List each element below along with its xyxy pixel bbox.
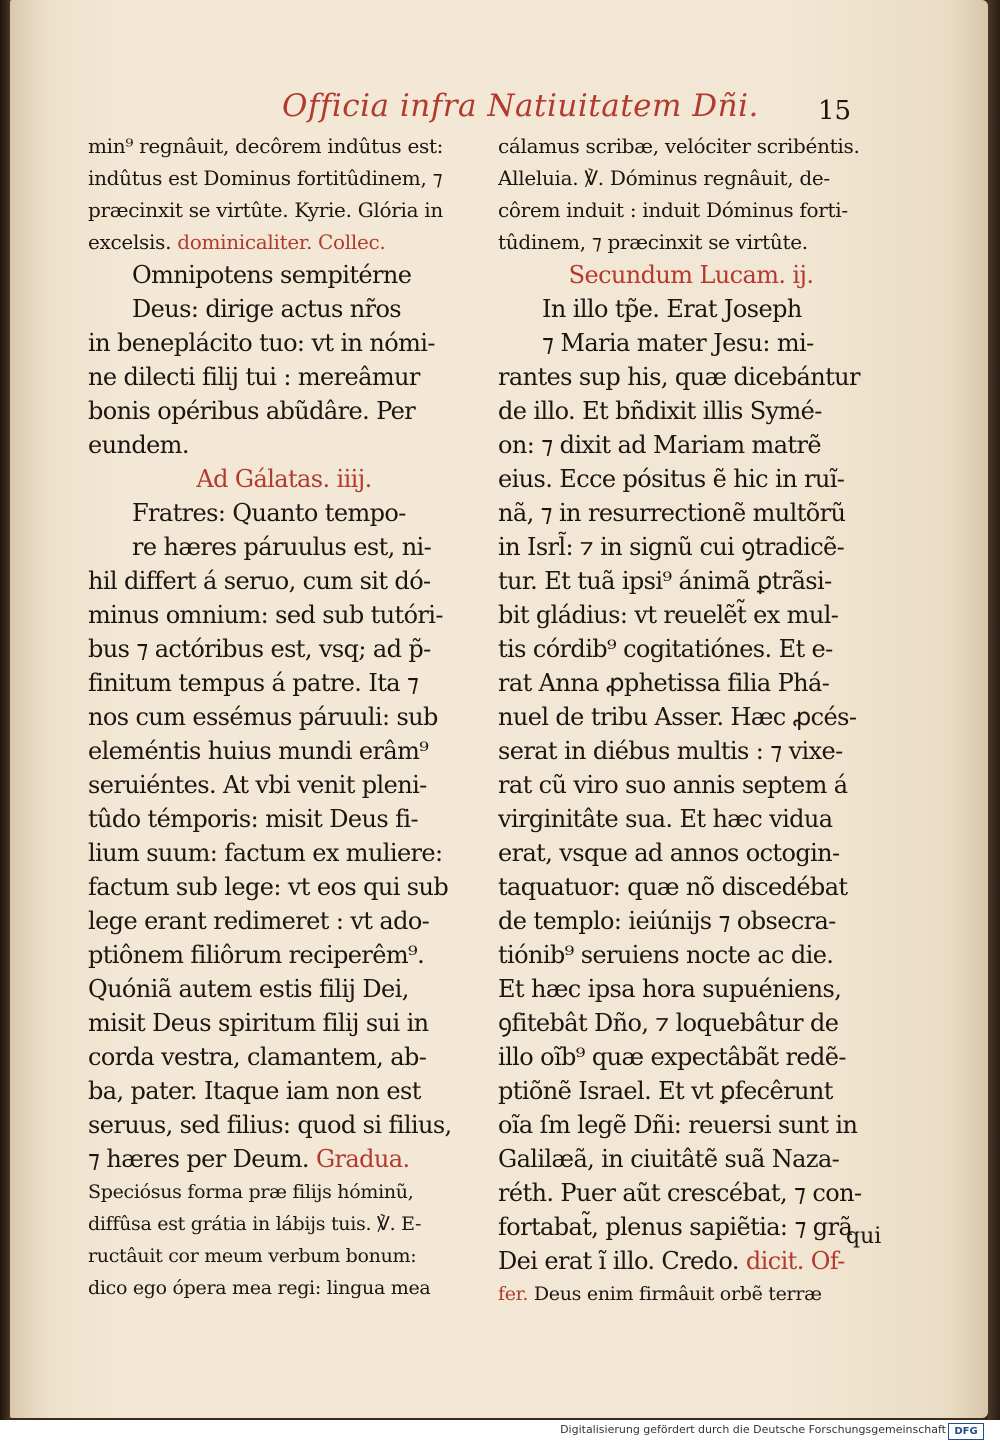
text-line: bit gládius: vt reuelẽt̃ ex mul- — [498, 601, 839, 629]
running-head: Officia infra Natiuitatem Dñi. — [282, 88, 759, 124]
text-line: bus ⁊ actóribus est, vsq; ad p̃- — [88, 635, 431, 663]
text-line: ptiônem filiôrum reciperêm⁹. — [88, 941, 425, 969]
text-line: virginitâte sua. Et hæc vidua — [498, 805, 833, 833]
text-line: on: ⁊ dixit ad Mariam matrẽ — [498, 431, 821, 459]
text-line: diffûsa est grátia in lábijs tuis. ℣. E- — [88, 1213, 422, 1235]
text-line: ꝯfitebât Dño, ⁊ loquebâtur de — [498, 1009, 839, 1037]
text-line: rantes sup his, quæ dicebántur — [498, 363, 860, 391]
text-line: præcinxit se virtûte. Kyrie. Glória in — [88, 198, 443, 222]
text-line: illo oĩb⁹ quæ expectâbãt redẽ- — [498, 1043, 846, 1071]
funding-credit: Digitalisierung gefördert durch die Deutsche Forschungsgemeinschaft — [560, 1423, 946, 1436]
text-line: fer. Deus enim firmâuit orbẽ terræ — [498, 1283, 822, 1305]
text-line: fortabat̃, plenus sapiẽtia: ⁊ grã — [498, 1213, 853, 1241]
text-line: eius. Ecce pósitus ẽ hic in ruĩ- — [498, 465, 845, 493]
text-line: ne dilecti filij tui : mereâmur — [88, 363, 420, 391]
left-column — [88, 130, 480, 1304]
text-line: tûdo témporis: misit Deus fi- — [88, 805, 418, 833]
text-line: de templo: ieiúnijs ⁊ obsecra- — [498, 907, 836, 935]
book-binding — [0, 0, 10, 1420]
catchword: qui — [846, 1224, 882, 1249]
text-line: rat Anna ꝓphetissa filia Phá- — [498, 669, 830, 697]
text-line: Dei erat ĩ illo. Credo. dicit. Of- — [498, 1247, 845, 1275]
rubric: fer. — [498, 1283, 529, 1305]
rubric: dominicaliter. Collec. — [177, 230, 386, 254]
text-line: ⁊ Maria mater Jesu: mi- — [542, 329, 814, 357]
rubric: Gradua. — [315, 1145, 410, 1173]
text-line: rat cũ viro suo annis septem á — [498, 771, 848, 799]
text-line: erat, vsque ad annos octogin- — [498, 839, 840, 867]
text-line: minus omnium: sed sub tutóri- — [88, 601, 443, 629]
text-line: Omnipotens sempitérne — [132, 261, 412, 289]
text-line: excelsis. dominicaliter. Collec. — [88, 230, 386, 254]
text-line: ⁊ hæres per Deum. Gradua. — [88, 1145, 410, 1173]
text-line: de illo. Et bñdixit illis Symé- — [498, 397, 822, 425]
text-line: Speciósus forma præ filijs hóminũ, — [88, 1181, 414, 1203]
text-line: seruiéntes. At vbi venit pleni- — [88, 771, 427, 799]
text-line: seruus, sed filius: quod si filius, — [88, 1111, 452, 1139]
book-edge — [988, 0, 1000, 1420]
text-line: Secundum Lucam. ij. — [568, 261, 814, 289]
text-line: eundem. — [88, 431, 189, 459]
text-line: in beneplácito tuo: vt in nómi- — [88, 329, 435, 357]
footer-bar — [0, 1420, 1000, 1442]
text-line: re hæres páruulus est, ni- — [132, 533, 432, 561]
text-line: Galilæã, in ciuitâtẽ suã Naza- — [498, 1145, 840, 1173]
text-line: finitum tempus á patre. Ita ⁊ — [88, 669, 419, 697]
text-line: corda vestra, clamantem, ab- — [88, 1043, 427, 1071]
text-line: Deus: dirige actus nr̃os — [132, 295, 402, 323]
text-line: Ad Gálatas. iiij. — [196, 465, 372, 493]
text-line: ructâuit cor meum verbum bonum: — [88, 1245, 417, 1267]
text-line: Fratres: Quanto tempo- — [132, 499, 406, 527]
text-line: ptiõnẽ Israel. Et vt ꝑfecêrunt — [498, 1077, 833, 1105]
text-line: Et hæc ipsa hora supuéniens, — [498, 975, 842, 1003]
text-line: nuel de tribu Asser. Hæc ꝓcés- — [498, 703, 857, 731]
text-line: tûdinem, ⁊ præcinxit se virtûte. — [498, 230, 808, 254]
text-line: serat in diébus multis : ⁊ vixe- — [498, 737, 843, 765]
text-line: tur. Et tuã ipsi⁹ ánimã ꝑtrãsi- — [498, 567, 832, 595]
text-line: misit Deus spiritum filij sui in — [88, 1009, 429, 1037]
text-line: In illo tp̃e. Erat Joseph — [542, 295, 802, 323]
text-line: eleméntis huius mundi erâm⁹ — [88, 737, 429, 765]
text-line: oĩa ſm legẽ Dñi: reuersi sunt in — [498, 1111, 858, 1139]
text-line: tiónib⁹ seruiens nocte ac die. — [498, 941, 834, 969]
text-line: nos cum essémus páruuli: sub — [88, 703, 438, 731]
text-line: Alleluia. ℣. Dóminus regnâuit, de- — [498, 166, 830, 190]
text-line: hil differt á seruo, cum sit dó- — [88, 567, 431, 595]
text-line: tis córdib⁹ cogitatiónes. Et e- — [498, 635, 833, 663]
text-line: lege erant redimeret : vt ado- — [88, 907, 430, 935]
text-line: cálamus scribæ, velóciter scribéntis. — [498, 134, 860, 158]
text-line: réth. Puer aũt crescébat, ⁊ con- — [498, 1179, 862, 1207]
text-line: min⁹ regnâuit, decôrem indûtus est: — [88, 134, 444, 158]
text-line: in Isrl̃: ⁊ in signũ cui ꝯtradicẽ- — [498, 533, 845, 561]
text-line: Quóniã autem estis filij Dei, — [88, 975, 409, 1003]
text-line: bonis opéribus abũdâre. Per — [88, 397, 416, 425]
text-line: indûtus est Dominus fortitûdinem, ⁊ — [88, 166, 443, 190]
text-line: ba, pater. Itaque iam non est — [88, 1077, 421, 1105]
text-line: dico ego ópera mea regi: lingua mea — [88, 1277, 431, 1299]
rubric: dicit. Of- — [745, 1247, 845, 1275]
right-column — [498, 130, 884, 1310]
dfg-logo: DFG — [948, 1423, 984, 1440]
text-line: côrem induit : induit Dóminus forti- — [498, 198, 848, 222]
folio-number: 15 — [818, 96, 852, 126]
text-line: taquatuor: quæ nõ discedébat — [498, 873, 848, 901]
text-line: factum sub lege: vt eos qui sub — [88, 873, 449, 901]
text-line: lium suum: factum ex muliere: — [88, 839, 443, 867]
text-line: nã, ⁊ in resurrectionẽ multõrũ — [498, 499, 846, 527]
